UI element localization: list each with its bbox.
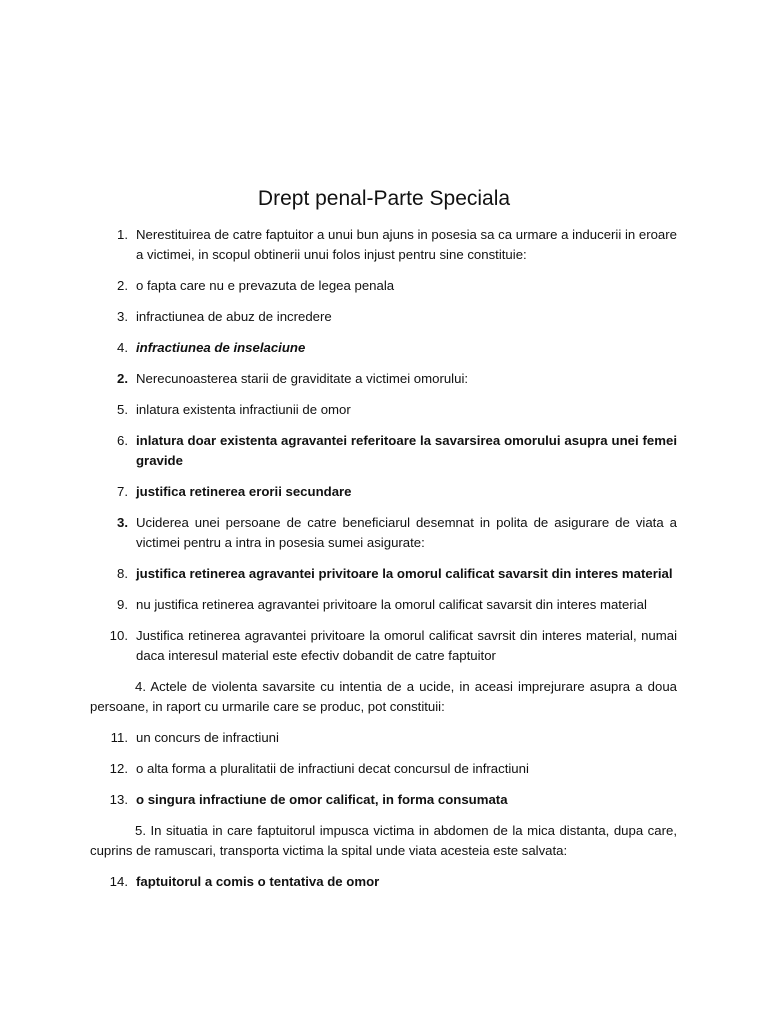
- item-number: 11.: [110, 730, 128, 745]
- question-number: 3.: [117, 515, 128, 530]
- question-text: Nerecunoasterea starii de graviditate a victimei omorului:: [136, 371, 469, 386]
- list-item: [90, 564, 677, 584]
- item-text: o alta forma a pluralitatii de infractiuni decat concursul de infractiuni: [136, 761, 529, 776]
- question-item: [90, 369, 677, 389]
- list-item: [90, 872, 677, 892]
- item-number: 3.: [117, 309, 128, 324]
- item-text: infractiunea de inselaciune: [136, 340, 306, 355]
- item-number: 14.: [109, 874, 128, 889]
- item-number: 13.: [109, 792, 128, 807]
- item-number: 1.: [117, 227, 128, 242]
- list-item: [90, 400, 677, 420]
- item-text: un concurs de infractiuni: [136, 730, 279, 745]
- question-number: 2.: [117, 371, 128, 386]
- item-text: inlatura existenta infractiunii de omor: [136, 402, 351, 417]
- list-item: [90, 728, 677, 748]
- list-item: [90, 790, 677, 810]
- list-item: [90, 307, 677, 327]
- item-text: justifica retinerea agravantei privitoare la omorul calificat savarsit din interes material: [136, 566, 673, 581]
- item-number: 8.: [117, 566, 128, 581]
- list-item: [90, 276, 677, 296]
- item-text: justifica retinerea erorii secundare: [136, 484, 352, 499]
- list-item: [90, 595, 677, 615]
- list-item: [90, 482, 677, 502]
- question-paragraph: 4. Actele de violenta savarsite cu intentia de a ucide, in aceasi imprejurare asupra a doua persoane, in raport cu urmarile care se produc, pot constituii:: [90, 679, 677, 714]
- question-item: [90, 513, 677, 553]
- item-number: 6.: [117, 433, 128, 448]
- list-item: [90, 338, 677, 358]
- item-number: 7.: [117, 484, 128, 499]
- list-item: [90, 431, 677, 471]
- question-text: Uciderea unei persoane de catre beneficiarul desemnat in polita de asigurare de viata a victimei pentru a intra in posesia sumei asigurate:: [136, 515, 677, 550]
- item-number: 2.: [117, 278, 128, 293]
- item-text: o singura infractiune de omor calificat, in forma consumata: [136, 792, 508, 807]
- list-item: [90, 759, 677, 779]
- item-text: inlatura doar existenta agravantei referitoare la savarsirea omorului asupra unei femei gravide: [136, 433, 677, 468]
- item-number: 10.: [109, 628, 128, 643]
- item-text: Nerestituirea de catre faptuitor a unui bun ajuns in posesia sa ca urmare a inducerii in eroare a victimei, in scopul obtinerii unui folos injust pentru sine constituie:: [136, 227, 677, 262]
- list-item: [90, 225, 677, 265]
- item-number: 4.: [117, 340, 128, 355]
- list-item: [90, 626, 677, 666]
- item-text: nu justifica retinerea agravantei privitoare la omorul calificat savarsit din interes material: [136, 597, 647, 612]
- question-paragraph: 5. In situatia in care faptuitorul impusca victima in abdomen de la mica distanta, dupa care, cuprins de ramuscari, transporta victima la spital unde viata acesteia este salvata:: [90, 823, 677, 858]
- document-body: [90, 225, 677, 903]
- item-number: 5.: [117, 402, 128, 417]
- item-number: 12.: [109, 761, 128, 776]
- item-text: faptuitorul a comis o tentativa de omor: [136, 874, 380, 889]
- item-number: 9.: [117, 597, 128, 612]
- item-text: infractiunea de abuz de incredere: [136, 309, 332, 324]
- item-text: Justifica retinerea agravantei privitoare la omorul calificat savrsit din interes material, numai daca interesul material este efectiv dobandit de catre faptuitor: [136, 628, 677, 663]
- document-title: Drept penal-Parte Speciala: [257, 187, 511, 210]
- item-text: o fapta care nu e prevazuta de legea penala: [136, 278, 395, 293]
